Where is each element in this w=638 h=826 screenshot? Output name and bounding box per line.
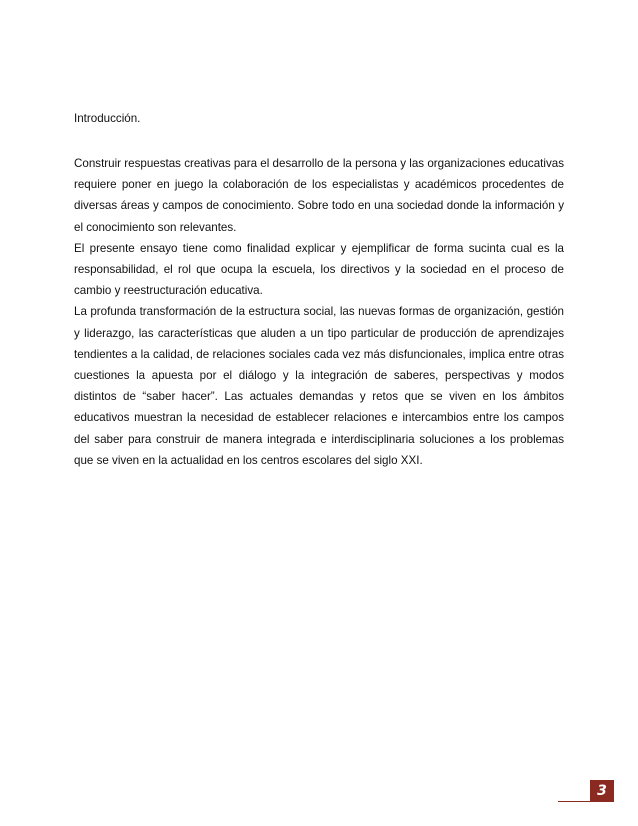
paragraph: El presente ensayo tiene como finalidad explicar y ejemplificar de forma sucinta cual es la responsabilidad, el rol que ocupa la escuela, los directivos y la sociedad en el proceso de cambio y reestructuración educativa. xyxy=(74,241,564,298)
section-heading: Introducción. xyxy=(74,112,141,125)
body-text xyxy=(74,153,564,471)
page-number: 3 xyxy=(590,780,614,802)
paragraph: La profunda transformación de la estructura social, las nuevas formas de organización, gestión y liderazgo, las características que aluden a un tipo particular de producción de aprendizajes tendientes a la calidad, de relaciones sociales cada vez más disfuncionales, implica entre otras cuestiones la apuesta por el diálogo y la integración de saberes, perspectivas y modos distintos de “saber hacer”. Las actuales demandas y retos que se viven en los ámbitos educativos muestran la necesidad de establecer relaciones e intercambios entre los campos del saber para construir de manera integrada e interdisciplinaria soluciones a los problemas que se viven en la actualidad en los centros escolares del siglo XXI. xyxy=(74,305,564,467)
paragraph: Construir respuestas creativas para el desarrollo de la persona y las organizaciones educativas requiere poner en juego la colaboración de los especialistas y académicos procedentes de diversas áreas y campos de conocimiento. Sobre todo en una sociedad donde la información y el conocimiento son relevantes. xyxy=(74,157,564,234)
